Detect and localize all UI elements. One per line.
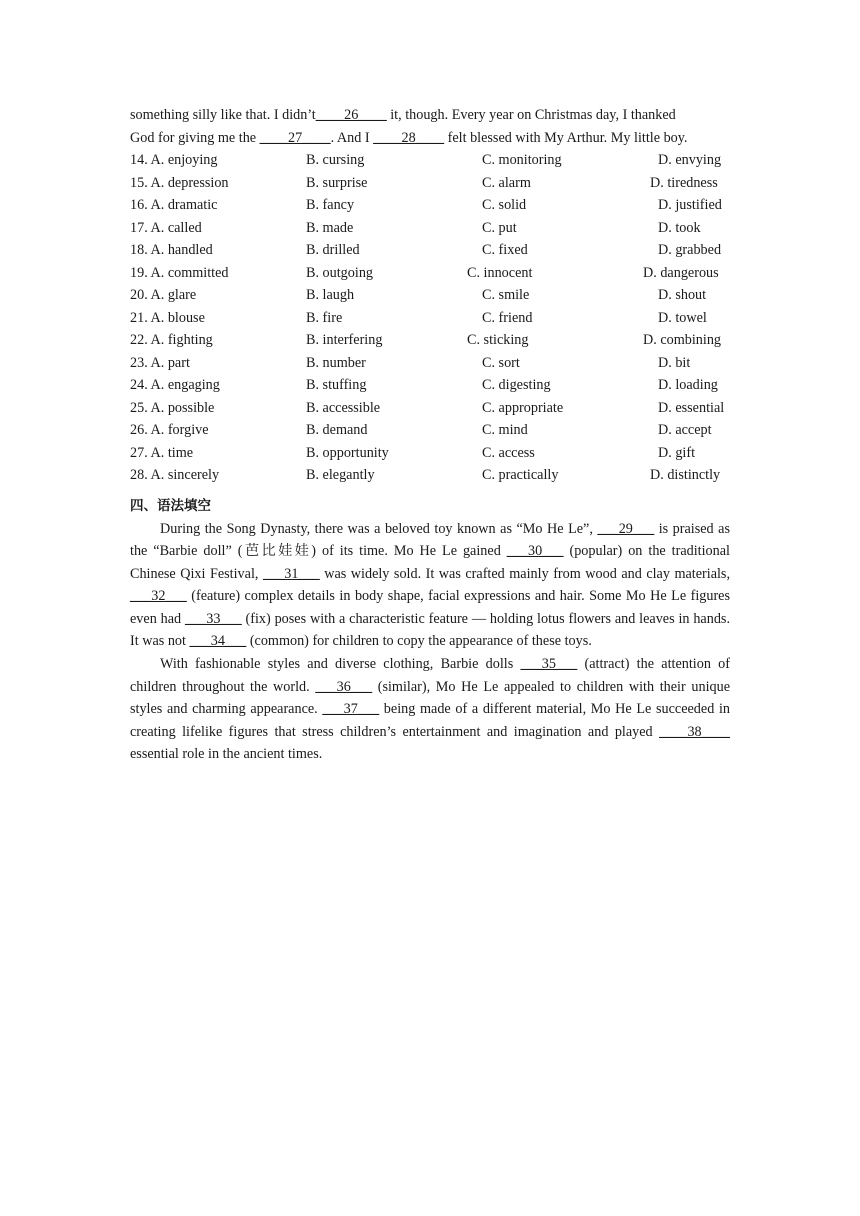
- option-a: 24. A. engaging: [130, 377, 220, 393]
- blank-28: ____28____: [373, 129, 445, 146]
- blank-38: ____38____: [659, 723, 730, 740]
- blank-37: ___37___: [322, 701, 380, 718]
- section-title: 四、语法填空: [130, 497, 211, 514]
- option-d: D. dangerous: [643, 264, 719, 281]
- paragraph-2: With fashionable styles and diverse clothing, Barbie dolls ___35___ (attract) the attention of children throughout the world. ___36___ (similar), Mo He Le appealed to children with their unique styles and charming appearance. ___37___ being made of a different material, Mo He Le succeeded in creating lifelike figures that stress children’s entertainment and imagination and played ____38____ essential role in the ancient times.: [130, 656, 730, 763]
- option-a: 21. A. blouse: [130, 309, 205, 326]
- option-b: B. drilled: [306, 242, 360, 258]
- option-b: B. demand: [306, 422, 368, 438]
- passage-text: it, though. Every year on Christmas day, I thanked: [386, 107, 676, 123]
- option-d: D. loading: [658, 377, 718, 393]
- option-row: [130, 284, 730, 307]
- passage-line: [130, 127, 730, 150]
- option-a: 23. A. part: [130, 354, 190, 371]
- option-c: C. digesting: [482, 377, 551, 393]
- option-row: [130, 464, 730, 487]
- option-d: D. took: [658, 219, 701, 236]
- option-b: B. elegantly: [306, 467, 375, 483]
- option-a: 19. A. committed: [130, 264, 229, 281]
- option-a: 15. A. depression: [130, 174, 229, 191]
- option-d: D. gift: [658, 444, 696, 461]
- option-d: D. shout: [658, 287, 707, 303]
- option-d: D. accept: [658, 422, 712, 438]
- blank-26: ____26____: [315, 107, 387, 123]
- option-a: 26. A. forgive: [130, 422, 209, 438]
- option-a: 27. A. time: [130, 444, 194, 461]
- option-c: C. sticking: [467, 332, 529, 348]
- option-a: 22. A. fighting: [130, 332, 213, 348]
- option-a: 20. A. glare: [130, 287, 197, 303]
- option-c: C. appropriate: [482, 399, 564, 416]
- option-row: [130, 352, 730, 375]
- option-b: B. accessible: [306, 399, 381, 416]
- option-row: [130, 442, 730, 465]
- option-c: C. solid: [482, 197, 527, 213]
- option-c: C. mind: [482, 422, 528, 438]
- blank-30: ___30___: [506, 543, 564, 560]
- blank-27: ____27____: [259, 129, 331, 146]
- blank-33: ___33___: [184, 610, 242, 627]
- option-b: B. opportunity: [306, 444, 389, 461]
- option-row: [130, 194, 730, 217]
- option-b: B. cursing: [306, 152, 365, 168]
- option-row: [130, 172, 730, 195]
- option-c: C. friend: [482, 309, 533, 326]
- option-b: B. made: [306, 219, 354, 236]
- blank-34: ___34___: [189, 633, 247, 650]
- option-c: C. access: [482, 444, 535, 461]
- option-row: [130, 262, 730, 285]
- option-c: C. monitoring: [482, 152, 562, 168]
- option-row: [130, 419, 730, 442]
- option-d: D. grabbed: [658, 242, 722, 258]
- option-a: 25. A. possible: [130, 399, 215, 416]
- option-c: C. innocent: [467, 264, 533, 281]
- option-row: [130, 217, 730, 240]
- options-list: [130, 149, 730, 487]
- option-a: 14. A. enjoying: [130, 152, 218, 168]
- option-a: 16. A. dramatic: [130, 197, 218, 213]
- option-c: C. fixed: [482, 242, 528, 258]
- option-a: 28. A. sincerely: [130, 467, 220, 483]
- option-c: C. alarm: [482, 174, 531, 191]
- blank-29: ___29___: [597, 520, 655, 537]
- option-b: B. number: [306, 354, 366, 371]
- document-page: [130, 104, 730, 766]
- option-d: D. combining: [643, 332, 722, 348]
- blank-35: ___35___: [520, 656, 578, 673]
- option-row: [130, 239, 730, 262]
- option-d: D. distinctly: [650, 467, 721, 483]
- option-b: B. fire: [306, 309, 343, 326]
- option-c: C. put: [482, 219, 517, 236]
- blank-36: ___36___: [315, 678, 373, 695]
- option-d: D. towel: [658, 309, 707, 326]
- option-row: [130, 374, 730, 397]
- option-c: C. smile: [482, 287, 530, 303]
- option-a: 17. A. called: [130, 219, 202, 236]
- option-row: [130, 149, 730, 172]
- blank-31: ___31___: [262, 565, 320, 582]
- passage-text: God for giving me the: [130, 129, 260, 146]
- option-c: C. sort: [482, 354, 520, 371]
- passage-text: . And I: [330, 129, 374, 146]
- option-row: [130, 329, 730, 352]
- option-d: D. envying: [658, 152, 722, 168]
- option-row: [130, 397, 730, 420]
- option-d: D. bit: [658, 354, 691, 371]
- option-d: D. tiredness: [650, 174, 718, 191]
- passage-text: something silly like that. I didn’t: [130, 107, 316, 123]
- option-b: B. surprise: [306, 174, 368, 191]
- passage-line: [130, 104, 730, 127]
- blank-32: ___32___: [130, 588, 187, 605]
- option-row: [130, 307, 730, 330]
- option-a: 18. A. handled: [130, 242, 213, 258]
- option-c: C. practically: [482, 467, 559, 483]
- passage-text: felt blessed with My Arthur. My little boy.: [444, 129, 688, 146]
- option-b: B. fancy: [306, 197, 355, 213]
- option-b: B. laugh: [306, 287, 355, 303]
- paragraph-1: During the Song Dynasty, there was a beloved toy known as “Mo He Le”, ___29___ is praised as the “Barbie doll” (芭比娃娃) of its time. Mo He Le gained ___30___ (popular) on the traditional Chinese Qixi Festival, ___31___ was widely sold. It was crafted mainly from wood and clay materials, ___32___ (feature) complex details in body shape, facial expressions and hair. Some Mo He Le figures even had ___33___ (fix) poses with a characteristic feature — holding lotus flowers and leaves in hands. It was not ___34___ (common) for children to copy the appearance of these toys.: [130, 520, 731, 650]
- option-b: B. interfering: [306, 332, 383, 348]
- option-b: B. stuffing: [306, 377, 367, 393]
- option-d: D. essential: [658, 399, 725, 416]
- option-d: D. justified: [658, 197, 722, 213]
- option-b: B. outgoing: [306, 264, 374, 281]
